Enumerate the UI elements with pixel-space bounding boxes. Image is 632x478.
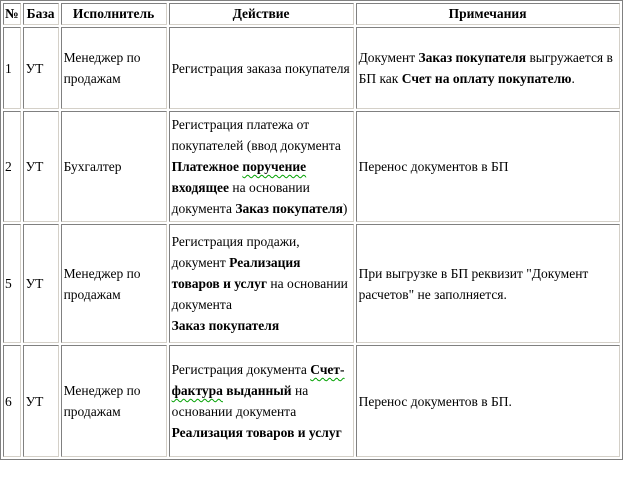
header-row: [3, 3, 620, 25]
row-performer: Менеджер по продажам: [61, 345, 167, 457]
row-action: Регистрация заказа покупателя: [169, 27, 354, 109]
row-action: Регистрация продажи, документ Реализация товаров и услуг на основании документа Заказ покупателя: [169, 224, 354, 343]
header-base: База: [23, 3, 59, 25]
row-notes: При выгрузке в БП реквизит "Документ расчетов" не заполняется.: [356, 224, 620, 343]
row-base: УТ: [23, 345, 59, 457]
row-num: 6: [3, 345, 21, 457]
row-performer: Менеджер по продажам: [61, 27, 167, 109]
row-performer: Менеджер по продажам: [61, 224, 167, 343]
table-row: [3, 345, 620, 457]
row-notes: Перенос документов в БП.: [356, 345, 620, 457]
table-row: [3, 224, 620, 343]
header-action: Действие: [169, 3, 354, 25]
row-base: УТ: [23, 111, 59, 222]
row-base: УТ: [23, 224, 59, 343]
row-num: 5: [3, 224, 21, 343]
row-action: Регистрация документа Счет-фактура выданный на основании документа Реализация товаров и услуг: [169, 345, 354, 457]
table-row: [3, 111, 620, 222]
table-row: [3, 27, 620, 109]
row-num: 2: [3, 111, 21, 222]
header-num: №: [3, 3, 21, 25]
row-action: Регистрация платежа от покупателей (ввод документа Платежное поручение входящее на основании документа Заказ покупателя): [169, 111, 354, 222]
row-performer: Бухгалтер: [61, 111, 167, 222]
row-base: УТ: [23, 27, 59, 109]
header-performer: Исполнитель: [61, 3, 167, 25]
row-notes: Перенос документов в БП: [356, 111, 620, 222]
row-num: 1: [3, 27, 21, 109]
row-notes: Документ Заказ покупателя выгружается в БП как Счет на оплату покупателю.: [356, 27, 620, 109]
header-notes: Примечания: [356, 3, 620, 25]
